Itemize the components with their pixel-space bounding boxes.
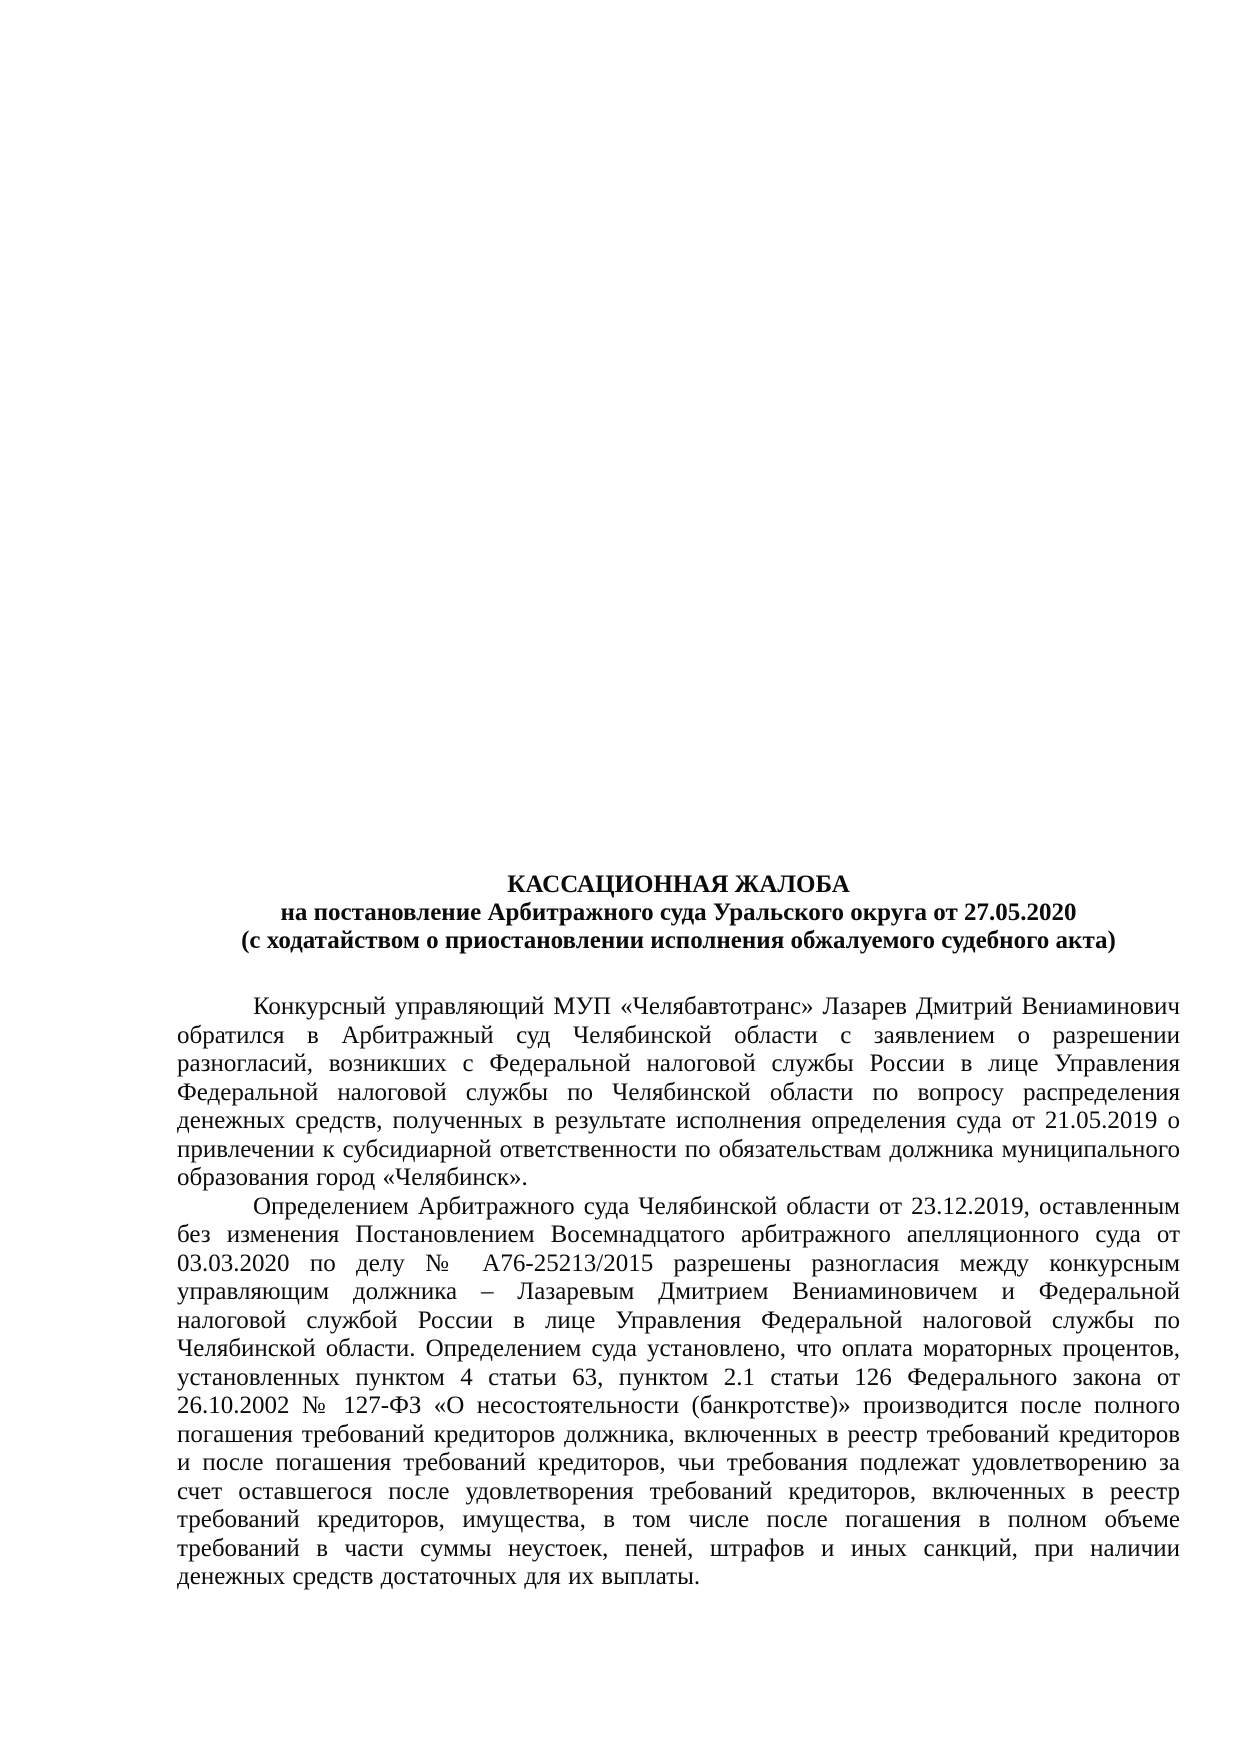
document-title xyxy=(177,871,1180,955)
title-line-subject: на постановление Арбитражного суда Уральского округа от 27.05.2020 xyxy=(280,899,1077,926)
title-line-petition: (с ходатайством о приостановлении исполнения обжалуемого судебного акта) xyxy=(241,927,1116,954)
title-line-heading: КАССАЦИОННАЯ ЖАЛОБА xyxy=(507,871,850,898)
paragraph-1: Конкурсный управляющий МУП «Челябавтотранс» Лазарев Дмитрий Вениаминович обратился в Арбитражный суд Челябинской области с заявлением о разрешении разногласий, возникших с Федеральной налоговой службы России в лице Управления Федеральной налоговой службы по Челябинской области по вопросу распределения денежных средств, полученных в результате исполнения определения суда от 21.05.2019 о привлечении к субсидиарной ответственности по обязательствам должника муниципального образования город «Челябинск». xyxy=(177,993,1180,1191)
paragraph-2: Определением Арбитражного суда Челябинской области от 23.12.2019, оставленным без изменения Постановлением Восемнадцатого арбитражного апелляционного суда от 03.03.2020 по делу № А76-25213/2015 разрешены разногласия между конкурсным управляющим должника – Лазаревым Дмитрием Вениаминовичем и Федеральной налоговой службой России в лице Управления Федеральной налоговой службы по Челябинской области. Определением суда установлено, что оплата мораторных процентов, установленных пунктом 4 статьи 63, пунктом 2.1 статьи 126 Федерального закона от 26.10.2002 № 127-ФЗ «О несостоятельности (банкротстве)» производится после полного погашения требований кредиторов должника, включенных в реестр требований кредиторов и после погашения требований кредиторов, чьи требования подлежат удовлетворению за счет оставшегося после удовлетворения требований кредиторов, включенных в реестр требований кредиторов, имущества, в том числе после погашения в полном объеме требований в части суммы неустоек, пеней, штрафов и иных санкций, при наличии денежных средств достаточных для их выплаты. xyxy=(177,1192,1180,1590)
document-body xyxy=(177,993,1180,1592)
document-content xyxy=(177,871,1180,1592)
